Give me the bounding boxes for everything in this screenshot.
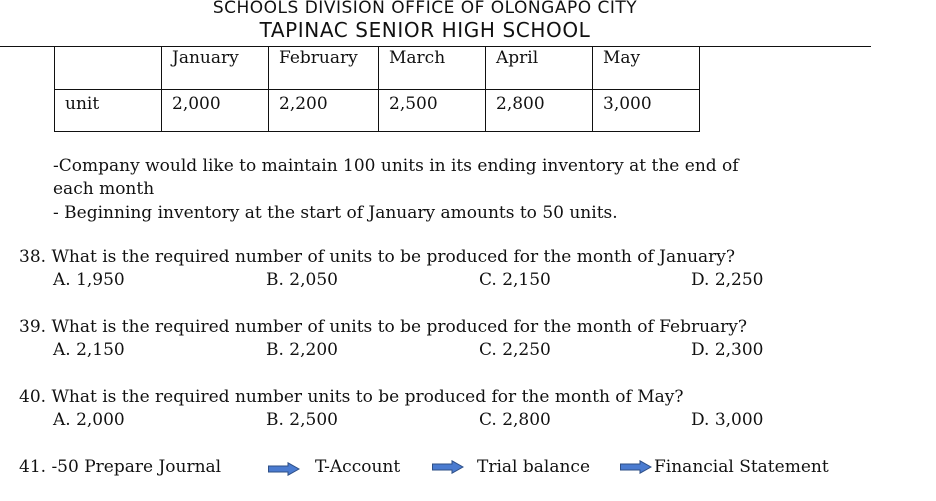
- note-ending-inventory-cont: each month: [53, 179, 155, 199]
- question-41-prefix: 41. -50 Prepare Journal: [19, 457, 222, 477]
- table-corner-cell: [55, 47, 162, 90]
- q40-option-d: D. 3,000: [691, 410, 764, 430]
- flow-step-t-account: T-Account: [315, 457, 401, 477]
- production-table: [54, 46, 700, 132]
- month-header-april: April: [486, 47, 593, 90]
- row-label-unit: unit: [55, 90, 162, 132]
- question-40: 40. What is the required number units to be produced for the month of May?: [19, 387, 684, 407]
- month-header-february: February: [269, 47, 379, 90]
- question-39: 39. What is the required number of units to be produced for the month of February?: [19, 317, 748, 337]
- flow-step-financial-statement: Financial Statement: [654, 457, 829, 477]
- q40-option-b: B. 2,500: [266, 410, 338, 430]
- month-header-row: [55, 47, 700, 90]
- units-january: 2,000: [162, 90, 269, 132]
- school-name: TAPINAC SENIOR HIGH SCHOOL: [259, 18, 591, 42]
- units-may: 3,000: [593, 90, 700, 132]
- arrow-right-icon: [268, 462, 300, 476]
- q39-option-c: C. 2,250: [479, 340, 551, 360]
- flow-step-trial-balance: Trial balance: [477, 457, 590, 477]
- question-38: 38. What is the required number of units to be produced for the month of January?: [19, 247, 735, 267]
- q38-option-a: A. 1,950: [53, 270, 125, 290]
- q38-option-d: D. 2,250: [691, 270, 764, 290]
- note-beginning-inventory: - Beginning inventory at the start of January amounts to 50 units.: [53, 203, 618, 223]
- q38-option-b: B. 2,050: [266, 270, 338, 290]
- q39-option-d: D. 2,300: [691, 340, 764, 360]
- month-header-may: May: [593, 47, 700, 90]
- units-february: 2,200: [269, 90, 379, 132]
- note-ending-inventory: -Company would like to maintain 100 units in its ending inventory at the end of: [53, 156, 739, 176]
- q38-option-c: C. 2,150: [479, 270, 551, 290]
- arrow-right-icon: [620, 460, 652, 474]
- division-header: SCHOOLS DIVISION OFFICE OF OLONGAPO CITY: [212, 0, 638, 18]
- units-march: 2,500: [379, 90, 486, 132]
- q39-option-a: A. 2,150: [53, 340, 125, 360]
- q39-option-b: B. 2,200: [266, 340, 338, 360]
- q40-option-a: A. 2,000: [53, 410, 125, 430]
- arrow-right-icon: [432, 460, 464, 474]
- q40-option-c: C. 2,800: [479, 410, 551, 430]
- month-header-january: January: [162, 47, 269, 90]
- units-april: 2,800: [486, 90, 593, 132]
- units-row: [55, 90, 700, 132]
- month-header-march: March: [379, 47, 486, 90]
